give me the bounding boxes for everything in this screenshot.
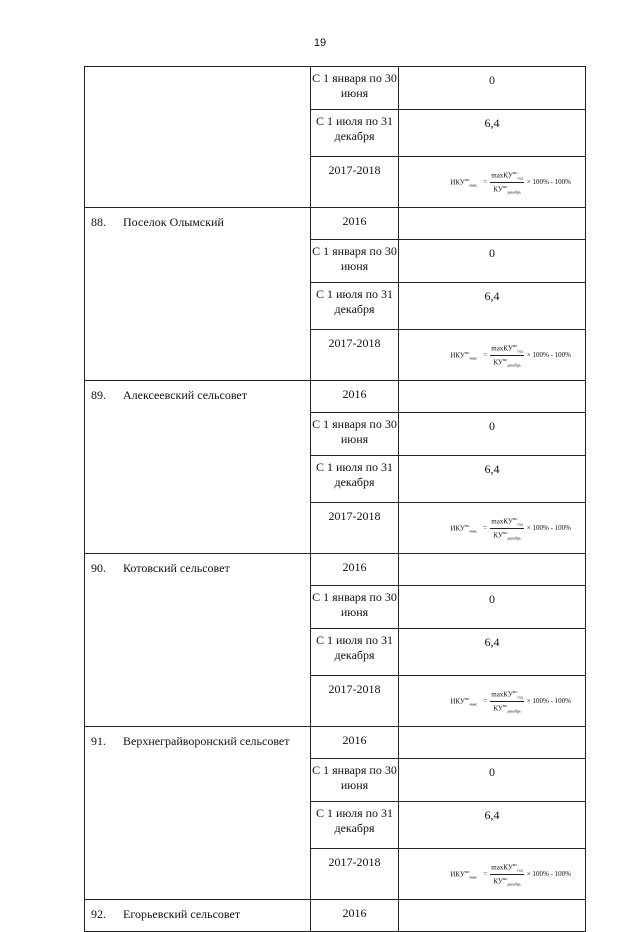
formula-cell — [399, 849, 586, 900]
table-row — [85, 554, 586, 586]
settlement-name-cell — [85, 208, 311, 381]
settlement-name-cell — [85, 554, 311, 727]
table-row — [85, 67, 586, 110]
period-second-half: С 1 июля по 31 декабря — [311, 456, 399, 503]
period-2016: 2016 — [311, 381, 399, 413]
settlement-name: Котовский сельсовет — [123, 561, 230, 575]
period-second-half: С 1 июля по 31 декабря — [311, 802, 399, 849]
table-row — [85, 208, 586, 240]
settlement-name: Верхнеграйворонский сельсовет — [123, 734, 290, 748]
formula-cell — [399, 330, 586, 381]
period-second-half: С 1 июля по 31 декабря — [311, 110, 399, 157]
value-second-half: 6,4 — [399, 802, 586, 849]
value-second-half: 6,4 — [399, 283, 586, 330]
settlement-name-cell — [85, 381, 311, 554]
period-2016: 2016 — [311, 208, 399, 240]
period-2016: 2016 — [311, 554, 399, 586]
row-number: 92. — [91, 907, 106, 921]
value-second-half: 6,4 — [399, 110, 586, 157]
period-years: 2017-2018 — [311, 157, 399, 208]
settlement-name: Егорьевский сельсовет — [123, 907, 241, 921]
value-second-half: 6,4 — [399, 456, 586, 503]
period-second-half: С 1 июля по 31 декабря — [311, 283, 399, 330]
settlement-name-cell — [85, 727, 311, 900]
formula: $ИКУ^{мо}_{макс}$ = $\frac{\max КУ^{мо}_{год}}{КУ^{мо}_{декабрь}}$ × 100% - 100% — [450, 515, 571, 541]
period-second-half: С 1 июля по 31 декабря — [311, 629, 399, 676]
period-years: 2017-2018 — [311, 503, 399, 554]
formula: $ИКУ^{мо}_{макс}$ = $\frac{\max КУ^{мо}_{год}}{КУ^{мо}_{декабрь}}$ × 100% - 100% — [450, 342, 571, 368]
table-row — [85, 900, 586, 932]
period-2016: 2016 — [311, 727, 399, 759]
period-2016: 2016 — [311, 900, 399, 932]
name-cell-empty — [85, 67, 311, 208]
formula-cell — [399, 157, 586, 208]
table-row — [85, 727, 586, 759]
settlement-name: Алексеевский сельсовет — [123, 388, 247, 402]
settlement-name-cell — [85, 900, 311, 932]
formula-cell — [399, 503, 586, 554]
formula: $ИКУ^{мо}_{макс}$ = $\frac{\max КУ^{мо}_{год}}{КУ^{мо}_{декабрь}}$ × 100% - 100% — [450, 861, 571, 887]
table-row — [85, 381, 586, 413]
period-first-half: С 1 января по 30 июня — [311, 586, 399, 629]
value-2016-empty — [399, 727, 586, 759]
value-first-half: 0 — [399, 586, 586, 629]
value-first-half: 0 — [399, 759, 586, 802]
formula: $ИКУ^{мо}_{макс}$ = $\frac{\max КУ^{мо}_{год}}{КУ^{мо}_{декабрь}}$ × 100% - 100% — [450, 688, 571, 714]
page-number: 19 — [313, 37, 327, 49]
value-first-half: 0 — [399, 240, 586, 283]
period-years: 2017-2018 — [311, 330, 399, 381]
period-first-half: С 1 января по 30 июня — [311, 413, 399, 456]
value-2016-empty — [399, 900, 586, 932]
formula: $ИКУ^{мо}_{макс}$ = $\frac{\max КУ^{мо}_{год}}{КУ^{мо}_{декабрь}}$ × 100% - 100% — [450, 169, 571, 195]
settlement-name: Поселок Олымский — [123, 215, 224, 229]
value-2016-empty — [399, 208, 586, 240]
period-first-half: С 1 января по 30 июня — [311, 67, 399, 110]
row-number: 91. — [91, 734, 106, 748]
period-years: 2017-2018 — [311, 849, 399, 900]
value-2016-empty — [399, 554, 586, 586]
period-first-half: С 1 января по 30 июня — [311, 759, 399, 802]
tariff-table — [84, 66, 586, 932]
value-2016-empty — [399, 381, 586, 413]
value-first-half: 0 — [399, 413, 586, 456]
period-years: 2017-2018 — [311, 676, 399, 727]
formula-cell — [399, 676, 586, 727]
row-number: 89. — [91, 388, 106, 402]
period-first-half: С 1 января по 30 июня — [311, 240, 399, 283]
row-number: 90. — [91, 561, 106, 575]
value-second-half: 6,4 — [399, 629, 586, 676]
value-first-half: 0 — [399, 67, 586, 110]
row-number: 88. — [91, 215, 106, 229]
